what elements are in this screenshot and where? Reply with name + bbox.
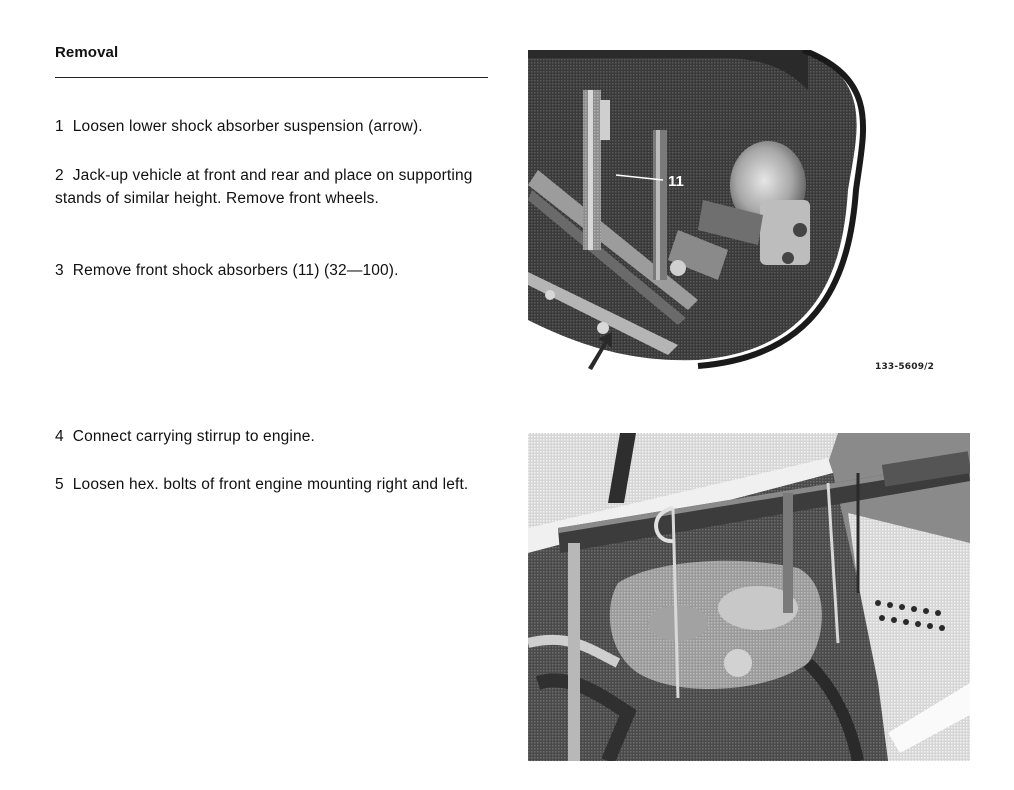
step-text: Connect carrying stirrup to engine. <box>72 428 315 445</box>
step-4 <box>55 425 485 448</box>
step-1 <box>55 115 485 138</box>
step-number: 1 <box>55 118 64 135</box>
section-heading: Removal <box>55 44 119 61</box>
step-text: Loosen lower shock absorber suspension (arrow). <box>72 118 423 135</box>
step-text: Remove front shock absorbers (11) (32—100). <box>72 262 399 279</box>
step-number: 3 <box>55 262 64 279</box>
step-5 <box>55 473 485 496</box>
step-number: 2 <box>55 167 64 184</box>
step-3 <box>55 259 485 282</box>
step-text: Loosen hex. bolts of front engine mounting right and left. <box>72 476 469 493</box>
step-number: 4 <box>55 428 64 445</box>
heading-rule <box>55 77 488 78</box>
figure-caption: 133-5609/2 <box>875 362 935 372</box>
step-text: Jack-up vehicle at front and rear and place on supporting stands of similar height. Remove front wheels. <box>55 167 473 207</box>
engine-bay-photo <box>528 433 970 761</box>
step-2 <box>55 164 485 210</box>
callout-11: 11 <box>668 173 684 190</box>
step-number: 5 <box>55 476 64 493</box>
shock-absorber-photo <box>528 50 970 370</box>
